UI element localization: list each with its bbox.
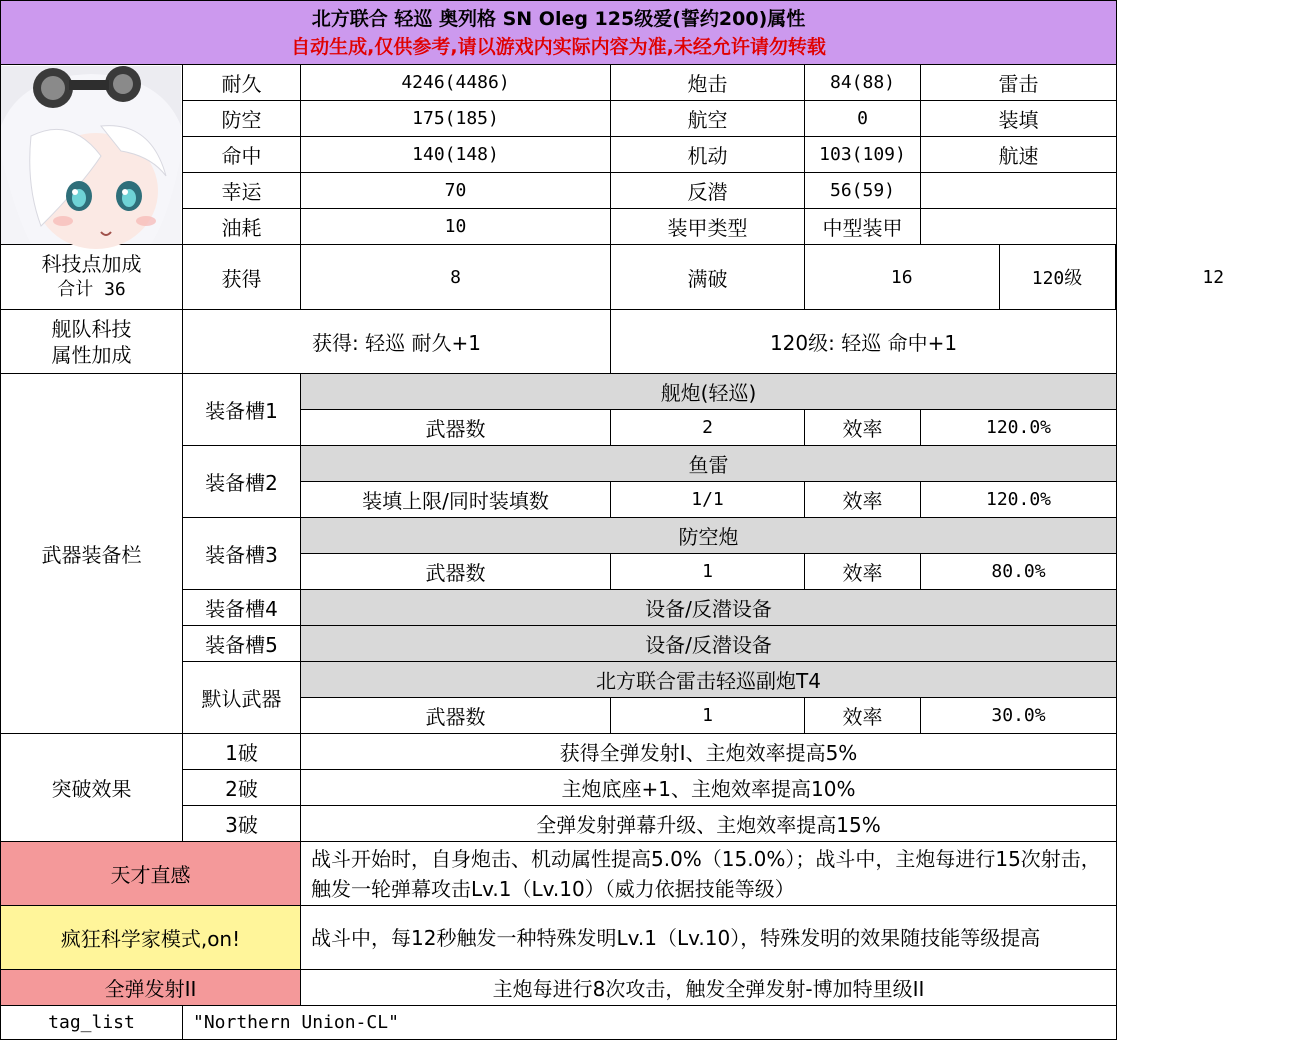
weapon-slot-name: 装备槽1 — [183, 374, 301, 446]
fleet-tech-subtitle: 属性加成 — [51, 342, 132, 367]
tech-points-label — [1, 245, 183, 310]
tag-list-value: "Northern Union-CL" — [183, 1006, 1117, 1040]
breakthrough-section-label: 突破效果 — [1, 734, 183, 842]
breakthrough-level: 2破 — [183, 770, 301, 806]
weapon-efficiency-label: 效率 — [805, 698, 921, 734]
tech-limit-break-value: 16 — [805, 245, 999, 309]
weapon-slot-name: 装备槽4 — [183, 590, 301, 626]
tag-row — [1, 1006, 1117, 1040]
stat-label-antiair: 防空 — [183, 101, 301, 137]
stat-value-luck: 70 — [301, 173, 611, 209]
skill-description: 战斗中，每12秒触发一种特殊发明Lv.1（Lv.10），特殊发明的效果随技能等级提高 — [301, 906, 1117, 970]
fleet-tech-level120: 120级: 轻巡 命中+1 — [611, 310, 1117, 374]
stat-label-aviation: 航空 — [611, 101, 805, 137]
weapon-count-label: 武器数 — [301, 698, 611, 734]
skill-description: 战斗开始时，自身炮击、机动属性提高5.0%（15.0%）；战斗中，主炮每进行15次射击，触发一轮弹幕攻击Lv.1（Lv.10）（威力依据技能等级） — [301, 842, 1117, 906]
stat-label-reload: 装填 — [921, 101, 1117, 137]
weapon-slot-name: 装备槽3 — [183, 518, 301, 590]
skill-row — [1, 906, 1117, 970]
fleet-tech-row — [1, 310, 1117, 374]
breakthrough-row — [1, 734, 1117, 770]
skill-row — [1, 842, 1117, 906]
stat-label-armor: 装甲类型 — [611, 209, 805, 245]
weapon-count-value: 2 — [611, 410, 805, 446]
skill-description: 主炮每进行8次攻击，触发全弹发射-博加特里级II — [301, 970, 1117, 1006]
stat-value-evasion: 103(109) — [805, 137, 921, 173]
weapon-efficiency-label: 效率 — [805, 410, 921, 446]
stat-label-firepower: 炮击 — [611, 65, 805, 101]
fleet-tech-label — [1, 310, 183, 374]
weapon-efficiency-value: 120.0% — [921, 410, 1117, 446]
fleet-tech-obtain: 获得: 轻巡 耐久+1 — [183, 310, 611, 374]
weapon-slot-type: 舰炮(轻巡) — [301, 374, 1117, 410]
weapon-efficiency-value: 120.0% — [921, 482, 1117, 518]
weapon-count-label: 武器数 — [301, 554, 611, 590]
stat-value-oil: 10 — [301, 209, 611, 245]
weapon-slot-type: 设备/反潜设备 — [301, 590, 1117, 626]
stat-label-evasion: 机动 — [611, 137, 805, 173]
stat-label-speed: 航速 — [921, 137, 1117, 173]
sheet-title: 北方联合 轻巡 奥列格 SN Oleg 125级爱(誓约200)属性 — [311, 7, 806, 30]
breakthrough-level: 1破 — [183, 734, 301, 770]
tech-level120-value: 12 — [1115, 245, 1311, 309]
weapon-count-value: 1 — [611, 554, 805, 590]
tech-level120-label: 120级 — [999, 245, 1115, 309]
tag-list-label: tag_list — [1, 1006, 183, 1040]
tech-points-extra — [805, 245, 1225, 310]
stat-label-durability: 耐久 — [183, 65, 301, 101]
weapons-section-label: 武器装备栏 — [1, 374, 183, 734]
stat-value-antiair: 175(185) — [301, 101, 611, 137]
weapon-slot-name: 默认武器 — [183, 662, 301, 734]
fleet-tech-title: 舰队科技 — [51, 316, 132, 341]
stat-value-accuracy: 140(148) — [301, 137, 611, 173]
tech-points-total: 合计 36 — [57, 279, 126, 300]
stat-empty-cell — [921, 173, 1117, 209]
weapon-efficiency-value: 80.0% — [921, 554, 1117, 590]
skill-name: 疯狂科学家模式,on! — [1, 906, 301, 970]
weapon-slot-name: 装备槽5 — [183, 626, 301, 662]
weapon-slot-type: 防空炮 — [301, 518, 1117, 554]
stat-row — [1, 65, 1117, 101]
stat-value-asw: 56(59) — [805, 173, 921, 209]
skill-name: 全弹发射II — [1, 970, 301, 1006]
tech-obtain-label: 获得 — [183, 245, 301, 310]
tech-limit-break-label: 满破 — [611, 245, 805, 310]
ship-girl-portrait — [1, 66, 181, 244]
weapon-efficiency-label: 效率 — [805, 554, 921, 590]
breakthrough-effect: 主炮底座+1、主炮效率提高10% — [301, 770, 1117, 806]
weapon-slot-type: 设备/反潜设备 — [301, 626, 1117, 662]
weapon-slot-type: 鱼雷 — [301, 446, 1117, 482]
tech-points-subtable — [805, 245, 1311, 309]
stat-value-firepower: 84(88) — [805, 65, 921, 101]
portrait-cell — [1, 65, 183, 245]
tech-obtain-value: 8 — [301, 245, 611, 310]
stat-label-oil: 油耗 — [183, 209, 301, 245]
weapon-efficiency-value: 30.0% — [921, 698, 1117, 734]
weapon-slot-name: 装备槽2 — [183, 446, 301, 518]
weapon-count-label: 装填上限/同时装填数 — [301, 482, 611, 518]
weapon-efficiency-label: 效率 — [805, 482, 921, 518]
avatar — [1, 66, 181, 244]
breakthrough-effect: 获得全弹发射I、主炮效率提高5% — [301, 734, 1117, 770]
stat-label-accuracy: 命中 — [183, 137, 301, 173]
skill-row — [1, 970, 1117, 1006]
header-cell — [1, 1, 1117, 65]
stat-label-asw: 反潜 — [611, 173, 805, 209]
weapon-slot-type: 北方联合雷击轻巡副炮T4 — [301, 662, 1117, 698]
header-row — [1, 1, 1117, 65]
tech-points-row — [1, 245, 1117, 310]
weapon-count-value: 1 — [611, 698, 805, 734]
stat-label-torpedo: 雷击 — [921, 65, 1117, 101]
sheet-disclaimer: 自动生成,仅供参考,请以游戏内实际内容为准,未经允许请勿转载 — [291, 35, 826, 58]
weapon-count-value: 1/1 — [611, 482, 805, 518]
stat-empty-cell — [921, 209, 1117, 245]
stat-value-armor: 中型装甲 — [805, 209, 921, 245]
breakthrough-effect: 全弹发射弹幕升级、主炮效率提高15% — [301, 806, 1117, 842]
weapon-count-label: 武器数 — [301, 410, 611, 446]
stat-value-durability: 4246(4486) — [301, 65, 611, 101]
skill-name: 天才直感 — [1, 842, 301, 906]
weapon-slot-row — [1, 374, 1117, 410]
tech-points-title: 科技点加成 — [41, 252, 142, 276]
stat-label-luck: 幸运 — [183, 173, 301, 209]
stat-value-aviation: 0 — [805, 101, 921, 137]
breakthrough-level: 3破 — [183, 806, 301, 842]
